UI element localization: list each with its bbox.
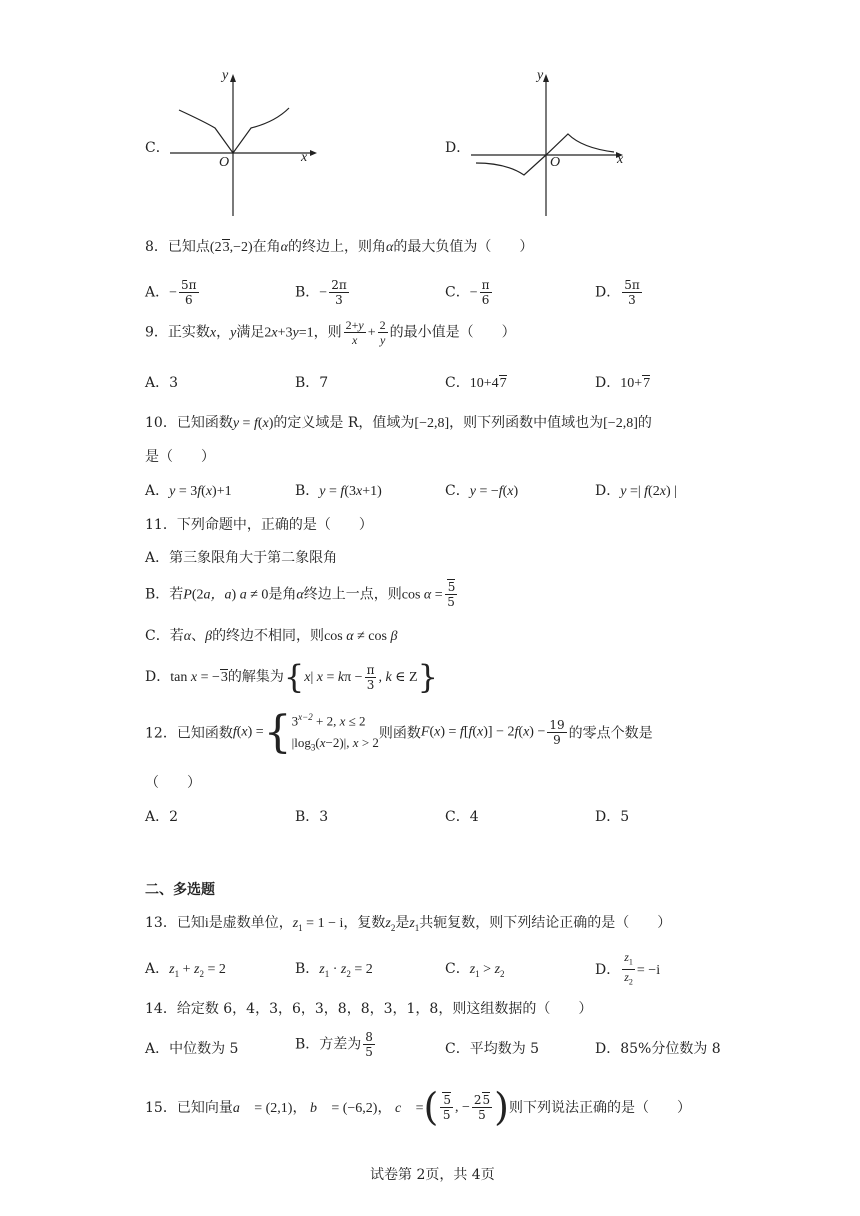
- page-footer: 试卷第 2页，共 4页: [370, 1167, 495, 1183]
- q13-stem: 13．已知i是虚数单位，$z_1 = 1 - i$，复数$z_2$是$z_1$共轭复数，则下列结论正确的是（ ）: [145, 915, 672, 933]
- graph-d-origin: O: [550, 155, 561, 170]
- q12-option-b: B．3: [295, 809, 329, 825]
- q9-stem: 9．正实数x，y满足2x+3y=1，则 $\frac{2+y}{x}$ + $\frac{2}{y}$ 的最小值是（ ）: [145, 318, 516, 347]
- q12-option-d: D．5: [595, 809, 630, 825]
- graph-d-label: D．: [445, 140, 471, 156]
- q13-option-a: A．$z_1 + z_2 = 2$: [145, 961, 226, 979]
- graph-c-label: C．: [145, 140, 170, 156]
- q11-option-c: C．若α、β的终边不相同，则cos α ≠ cos β: [145, 628, 398, 644]
- graph-c-y-label: y: [222, 68, 229, 83]
- q10-option-d: D．y =| f(2x) |: [595, 483, 677, 499]
- graph-d: [466, 70, 631, 220]
- q15-stem: 15．已知向量a⃗ = (2,1)， b⃗ = (−6,2)， c⃗ =( $\frac{5}{5}$ , − $\frac{25}{5}$ )则下列说法正确的是（ ）: [145, 1085, 691, 1129]
- q14-option-d: D．85%分位数为 8: [595, 1041, 721, 1057]
- graph-c: [165, 70, 325, 220]
- section-title: 二、多选题: [145, 882, 215, 898]
- q14-option-a: A．中位数为 5: [145, 1041, 239, 1057]
- q8-option-d: D． $\frac{5\pi}{3}$: [595, 278, 640, 307]
- q8-option-b: B．− $\frac{2\pi}{3}$: [295, 278, 347, 307]
- q12-stem: 12．已知函数f(x) ={ $3^{x-2} + 2$, x ≤ 2 $|\log_3(x-2)|$, x > 2 则函数F(x) = f[f(x)] − 2f(x) − $\frac{19}{9}$ 的零点个数是: [145, 706, 653, 758]
- q9-option-b: B．7: [295, 375, 329, 391]
- q14-stem: 14．给定数 6，4，3，6，3，8，8，3，1，8，则这组数据的（ ）: [145, 1001, 593, 1017]
- q8-stem: 8．已知点(23,−2)在角α的终边上，则角α的最大负值为（ ）: [145, 239, 534, 255]
- q13-option-c: C．$z_1 > z_2$: [445, 961, 505, 979]
- q11-option-d: D．tan x = −3的解集为{x| x = kπ − $\frac{\pi}{3}$ , k ∈ Z}: [145, 658, 438, 696]
- graph-c-origin: O: [219, 155, 230, 170]
- q9-option-d: D．10+7: [595, 375, 651, 391]
- q10-option-c: C．y = −f(x): [445, 483, 519, 499]
- q11-stem: 11．下列命题中，正确的是（ ）: [145, 517, 373, 533]
- q8-option-a: A．− $\frac{5\pi}{6}$: [145, 278, 197, 307]
- q14-option-b: B．方差为 $\frac{8}{5}$: [295, 1030, 373, 1059]
- q12-option-a: A．2: [145, 809, 179, 825]
- q12-option-c: C．4: [445, 809, 479, 825]
- q12-stem-line2: （ ）: [145, 775, 201, 791]
- q10-stem-line2: 是（ ）: [145, 449, 215, 465]
- q11-option-a: A．第三象限角大于第二象限角: [145, 550, 338, 566]
- q13-option-b: B．$z_1 \cdot z_2 = 2$: [295, 961, 373, 979]
- q10-option-a: A．y = 3f(x)+1: [145, 483, 232, 499]
- graph-d-y-label: y: [537, 68, 544, 83]
- q10-option-b: B．y = f(3x+1): [295, 483, 382, 499]
- q13-option-d: D． $\frac{z_1}{z_2}$ = −i: [595, 950, 661, 987]
- q14-option-c: C．平均数为 5: [445, 1041, 540, 1057]
- q9-option-c: C．10+47: [445, 375, 507, 391]
- q10-stem: 10．已知函数y = f(x)的定义域是 R，值域为[−2,8]，则下列函数中值域也为[−2,8]的: [145, 415, 652, 431]
- q9-option-a: A．3: [145, 375, 179, 391]
- graph-d-x-label: x: [617, 152, 624, 167]
- q11-option-b: B．若P(2a，a) a ≠ 0是角α终边上一点，则cos α = $\frac{5}{5}$: [145, 580, 456, 609]
- graph-c-x-label: x: [301, 150, 308, 165]
- q8-option-c: C．− $\frac{\pi}{6}$: [445, 278, 490, 307]
